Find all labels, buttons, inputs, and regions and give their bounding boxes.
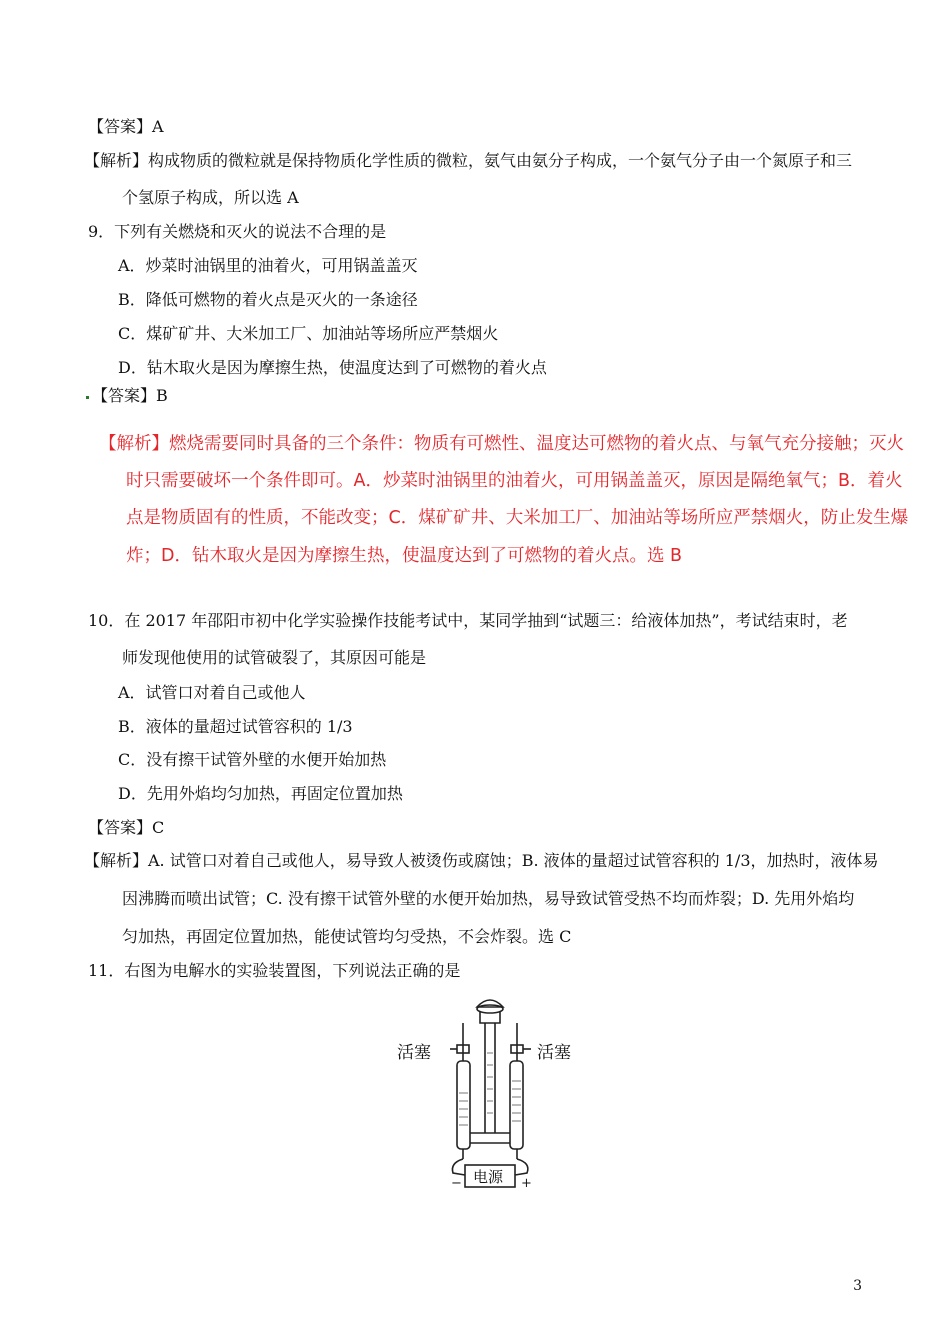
q9-analysis-line-4: 炸；D．钻木取火是因为摩擦生热，使温度达到了可燃物的着火点。选 B	[126, 546, 683, 566]
left-stopcock-label: 活塞	[397, 1043, 431, 1063]
q10-stem-line-1: 10．在 2017 年邵阳市初中化学实验操作技能考试中，某同学抽到“试题三：给液体加热”，考试结束时，老	[88, 611, 848, 630]
q10-analysis-line-1: 【解析】A. 试管口对着自己或他人，易导致人被烫伤或腐蚀；B. 液体的量超过试管容积的 1/3，加热时，液体易	[84, 851, 879, 870]
q9-analysis-line-1: 【解析】燃烧需要同时具备的三个条件：物质有可燃性、温度达可燃物的着火点、与氧气充分接触；灭火	[99, 434, 904, 454]
q11-stem: 11．右图为电解水的实验装置图，下列说法正确的是	[88, 961, 461, 980]
q10-analysis-line-3: 匀加热，再固定位置加热，能使试管均匀受热，不会炸裂。选 C	[122, 927, 572, 946]
q9-answer: 【答案】B	[92, 386, 168, 405]
positive-terminal: +	[521, 1176, 532, 1191]
q9-option-c: C．煤矿矿井、大米加工厂、加油站等场所应严禁烟火	[118, 324, 499, 343]
power-supply-label: 电源	[473, 1168, 504, 1186]
q10-option-c: C．没有擦干试管外壁的水便开始加热	[118, 750, 387, 769]
right-stopcock-label: 活塞	[537, 1043, 571, 1063]
q9-analysis-line-3: 点是物质固有的性质，不能改变；C．煤矿矿井、大米加工厂、加油站等场所应严禁烟火，防止发生爆	[126, 508, 909, 528]
negative-terminal: −	[451, 1176, 462, 1191]
q10-answer: 【答案】C	[88, 818, 165, 837]
electrolysis-apparatus-drawing	[395, 993, 585, 1193]
q10-option-a: A．试管口对着自己或他人	[118, 683, 306, 702]
electrolysis-apparatus-figure	[395, 993, 585, 1193]
q10-option-d: D．先用外焰均匀加热，再固定位置加热	[118, 784, 403, 803]
q9-stem: 9．下列有关燃烧和灭火的说法不合理的是	[88, 222, 387, 241]
q9-option-b: B．降低可燃物的着火点是灭火的一条途径	[118, 290, 418, 309]
q9-option-d: D．钻木取火是因为摩擦生热，使温度达到了可燃物的着火点	[118, 358, 547, 377]
page-number: 3	[853, 1278, 862, 1294]
q9-option-a: A．炒菜时油锅里的油着火，可用锅盖盖灭	[118, 256, 418, 275]
q8-analysis-line-2: 个氢原子构成，所以选 A	[122, 188, 299, 207]
q10-option-b: B．液体的量超过试管容积的 1/3	[118, 717, 353, 736]
q8-analysis-line-1: 【解析】构成物质的微粒就是保持物质化学性质的微粒，氨气由氨分子构成，一个氨气分子由一个氮原子和三	[84, 151, 853, 170]
q9-analysis-line-2: 时只需要破坏一个条件即可。A．炒菜时油锅里的油着火，可用锅盖盖灭，原因是隔绝氧气；B．着火	[126, 471, 903, 491]
margin-dot	[86, 396, 89, 399]
q10-analysis-line-2: 因沸腾而喷出试管；C. 没有擦干试管外壁的水便开始加热，易导致试管受热不均而炸裂；D. 先用外焰均	[122, 889, 855, 908]
q8-answer: 【答案】A	[88, 117, 164, 136]
q10-stem-line-2: 师发现他使用的试管破裂了，其原因可能是	[122, 648, 427, 667]
